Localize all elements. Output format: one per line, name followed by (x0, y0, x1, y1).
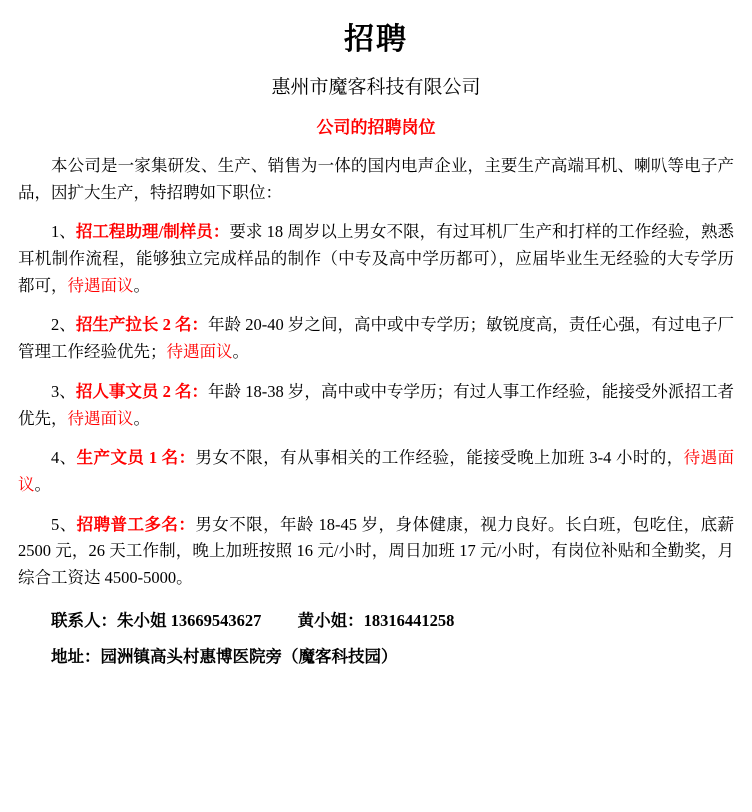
contact-person-2: 黄小姐：18316441258 (297, 610, 455, 630)
address-line: 地址：园洲镇高头村惠博医院旁（魔客科技园） (51, 647, 398, 667)
page-title: 招聘 (344, 23, 408, 56)
job-role-1: 招工程助理/制样员： (75, 222, 230, 242)
job-role-5: 招聘普工多名： (76, 514, 196, 534)
company-name: 惠州市魔客科技有限公司 (271, 77, 481, 98)
job-body-3: 年龄 18-38 岁，高中或中专学历；有过人事工作经验，能接受外派招工者优先， (18, 381, 735, 428)
job-body-1: 要求 18 周岁以上男女不限，有过耳机厂生产和打样的工作经验，熟悉耳机制作流程，能够独立完成样品的制作（中专及高中学历都可），应届毕业生无经验的大专学历都可， (18, 222, 735, 295)
contact-person-1: 朱小姐 13669543627 (117, 610, 262, 630)
job-role-3: 招人事文员 2 名： (75, 381, 209, 401)
job-tail-3: 。 (133, 408, 150, 428)
contact-line (18, 608, 734, 634)
job-role-4: 生产文员 1 名： (76, 448, 196, 468)
job-role-2: 招生产拉长 2 名： (75, 315, 209, 335)
job-item-2 (18, 312, 734, 365)
job-body-5: 男女不限，年龄 18-45 岁，身体健康，视力良好。长白班，包吃住，底薪 2500 元，26 天工作制，晚上加班按照 16 元/小时，周日加班 17 元/小时，有岗位补贴和全勤奖，月综合工资达 4500-5000。 (18, 514, 735, 588)
job-tail-4: 。 (34, 474, 51, 494)
job-salary-2: 待遇面议 (166, 342, 233, 362)
intro-paragraph: 本公司是一家集研发、生产、销售为一体的国内电声企业，主要生产高端耳机、喇叭等电子产品，因扩大生产，特招聘如下职位： (18, 155, 734, 202)
job-item-1 (18, 219, 734, 299)
job-body-4: 男女不限，有从事相关的工作经验，能接受晚上加班 3-4 小时的， (195, 448, 684, 468)
job-number-3: 3、 (51, 381, 76, 401)
section-heading: 公司的招聘岗位 (316, 117, 436, 137)
job-number-4: 4、 (51, 448, 77, 468)
job-number-5: 5、 (51, 514, 77, 534)
job-salary-4: 待遇面议 (18, 448, 735, 494)
job-tail-2: 。 (232, 342, 249, 362)
job-salary-3: 待遇面议 (67, 408, 134, 428)
job-salary-1: 待遇面议 (67, 275, 134, 295)
job-item-3 (18, 379, 734, 432)
job-item-4 (18, 445, 734, 498)
job-item-5 (18, 512, 734, 592)
job-tail-1: 。 (133, 275, 150, 295)
job-number-1: 1、 (51, 222, 76, 242)
contact-label: 联系人： (51, 610, 117, 630)
job-body-2: 年龄 20-40 岁之间，高中或中专学历；敏锐度高，责任心强，有过电子厂管理工作经验优先； (18, 315, 735, 362)
job-number-2: 2、 (51, 315, 76, 335)
